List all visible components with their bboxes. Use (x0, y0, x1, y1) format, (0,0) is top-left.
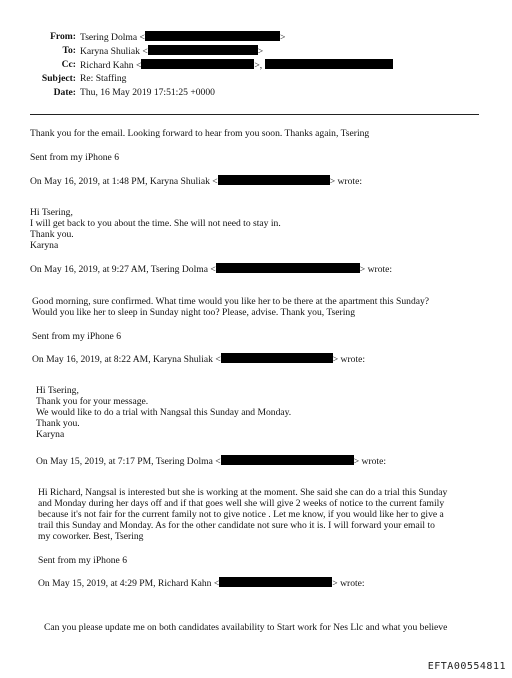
to-value: Karyna Shuliak < > (80, 46, 264, 57)
message-line: Can you please update me on both candidates availability to Start work for Nes Llc and what you believe (44, 622, 448, 633)
quote-attribution: On May 16, 2019, at 1:48 PM, Karyna Shuliak < > wrote: (30, 176, 363, 187)
to-label: To: (62, 45, 76, 56)
redaction-block (218, 175, 330, 185)
subject-value: Re: Staffing (80, 73, 127, 84)
quote-attribution: On May 15, 2019, at 7:17 PM, Tsering Dolma < > wrote: (36, 456, 387, 467)
subject-label: Subject: (41, 73, 76, 84)
signature-line: Sent from my iPhone 6 (38, 555, 128, 566)
document-id: EFTA00554811 (427, 661, 506, 672)
redaction-block (145, 31, 280, 41)
from-value: Tsering Dolma < > (80, 32, 286, 43)
date-label: Date: (53, 87, 76, 98)
cc-label: Cc: (61, 59, 76, 70)
from-label: From: (50, 31, 76, 42)
redaction-block (219, 577, 332, 587)
date-value: Thu, 16 May 2019 17:51:25 +0000 (80, 87, 215, 98)
redaction-block (141, 59, 254, 69)
quote-attribution: On May 16, 2019, at 9:27 AM, Tsering Dolma < > wrote: (30, 264, 393, 275)
cc-value: Richard Kahn < >, (80, 59, 393, 71)
redaction-block (148, 45, 258, 55)
quote-attribution: On May 16, 2019, at 8:22 AM, Karyna Shuliak < > wrote: (32, 354, 366, 365)
message-line: Thank you for the email. Looking forward to hear from you soon. Thanks again, Tsering (30, 128, 370, 139)
signature-line: Sent from my iPhone 6 (30, 152, 120, 163)
quote-attribution: On May 15, 2019, at 4:29 PM, Richard Kahn < > wrote: (38, 578, 365, 589)
redaction-block (221, 455, 354, 465)
redaction-block (216, 263, 360, 273)
header-divider (30, 114, 479, 115)
signature-line: Sent from my iPhone 6 (32, 331, 122, 342)
redaction-block (265, 59, 393, 69)
redaction-block (221, 353, 333, 363)
